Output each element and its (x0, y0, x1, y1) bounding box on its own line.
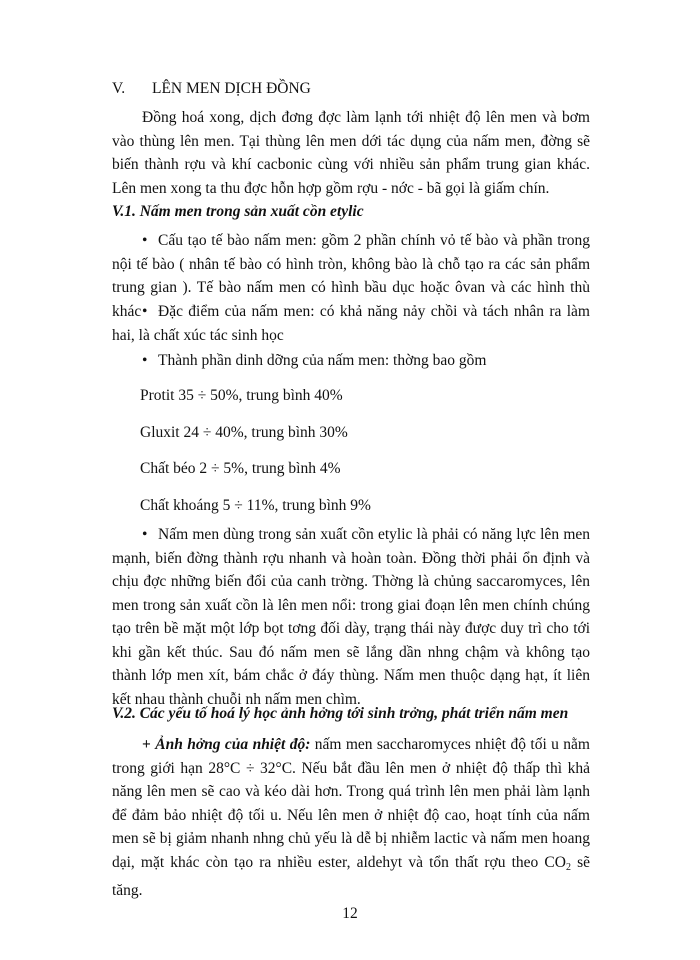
bullet-text: Đặc điểm của nấm men: có khả năng nảy chồi và tách nhân ra làm hai, là chất xúc tác sinh học (112, 303, 590, 344)
bullet-paragraph-yeast-features (112, 300, 590, 347)
subsection-1-heading: V.1. Nấm men trong sản xuất cồn etylic (112, 203, 364, 220)
composition-line-protein: Protit 35 ÷ 50%, trung bình 40% (140, 387, 343, 404)
bullet-symbol: • (142, 526, 148, 543)
temperature-runin-heading (142, 736, 310, 753)
composition-line-fat: Chất béo 2 ÷ 5%, trung bình 4% (140, 460, 341, 477)
temperature-text: nấm men saccharomyces nhiệt độ tối u nằm trong giới hạn 28°C ÷ 32°C. Nếu bắt đầu lên men ở nhiệt độ thấp thì khả năng lên men sẽ cao và kéo dài hơn. Trong quá trình lên men phải làm lạnh để đảm bảo nhiệt độ tối u. Nếu lên men ở nhiệt độ cao, hoạt tính của nấm men sẽ bị giảm nhanh nhng chủ yếu là dễ bị nhiễm lactic và nấm men hoang dại, mặt khác còn tạo ra nhiều ester, aldehyt và tổn thất rợu theo CO (112, 736, 590, 871)
temperature-text-end: sẽ tăng. (112, 853, 590, 899)
section-title: LÊN MEN DỊCH ĐỒNG (152, 80, 311, 97)
bullet-symbol: • (142, 232, 148, 249)
composition-line-glucid: Gluxit 24 ÷ 40%, trung bình 30% (140, 424, 348, 441)
bullet-text: Nấm men dùng trong sản xuất cồn etylic là phải có năng lực lên men mạnh, biến đờng thành rợu nhanh và hoàn toàn. Đồng thời phải ổn định và chịu đợc những biến đổi của canh trờng. Thờng là chủng saccaromyces, lên men trong sản xuất cồn là lên men nổi: trong giai đoạn lên men chính chúng tạo trên bề mặt một lớp bọt tơng đối dày, trạng thái này được duy trì cho tới khi gần kết thúc. Sau đó nấm men sẽ lắng dần nhng chậm và không tạo thành lớp men xít, bám chắc ở đáy thùng. Nấm men thuộc dạng hạt, ít liên kết nhau thành chuỗi nh nấm men chìm. (112, 526, 590, 708)
page-number: 12 (342, 905, 358, 922)
bullet-symbol: • (142, 352, 148, 369)
temperature-paragraph (112, 733, 590, 903)
bullet-text: Thành phần dinh dỡng của nấm men: thờng bao gồm (158, 352, 487, 369)
section-number: V. (112, 80, 126, 97)
co2-subscript: 2 (565, 861, 571, 873)
section-intro-paragraph: Đồng hoá xong, dịch đơng đợc làm lạnh tới nhiệt độ lên men và bơm vào thùng lên men. Tại thùng lên men dới tác dụng của nấm men, đờng sẽ biến thành rợu và khí cacbonic cùng với nhiều sản phẩm trung gian khác. Lên men xong ta thu đợc hỗn hợp gồm rợu - nớc - bã gọi là giấm chín. (112, 109, 590, 197)
bullet-text: Cấu tạo tế bào nấm men: gồm 2 phần chính vỏ tế bào và phần trong nội tế bào ( nhân tế bào có hình tròn, không bào là chỗ tạo ra các sản phẩm trung gian ). Tế bào nấm men có hình bầu dục hoặc ôvan và các hình thù khác (112, 232, 590, 320)
plus-marker: + (142, 736, 151, 753)
bullet-symbol: • (142, 303, 148, 320)
subsection-2-heading: V.2. Các yếu tố hoá lý học ảnh hởng tới sinh trởng, phát triển nấm men (112, 705, 569, 722)
composition-line-mineral: Chất khoáng 5 ÷ 11%, trung bình 9% (140, 497, 371, 514)
bullet-paragraph-yeast-requirements (112, 523, 590, 711)
temperature-runin-title: Ảnh hởng của nhiệt độ: (155, 736, 311, 753)
section-heading (112, 80, 311, 98)
bullet-paragraph-nutrition (112, 349, 590, 373)
